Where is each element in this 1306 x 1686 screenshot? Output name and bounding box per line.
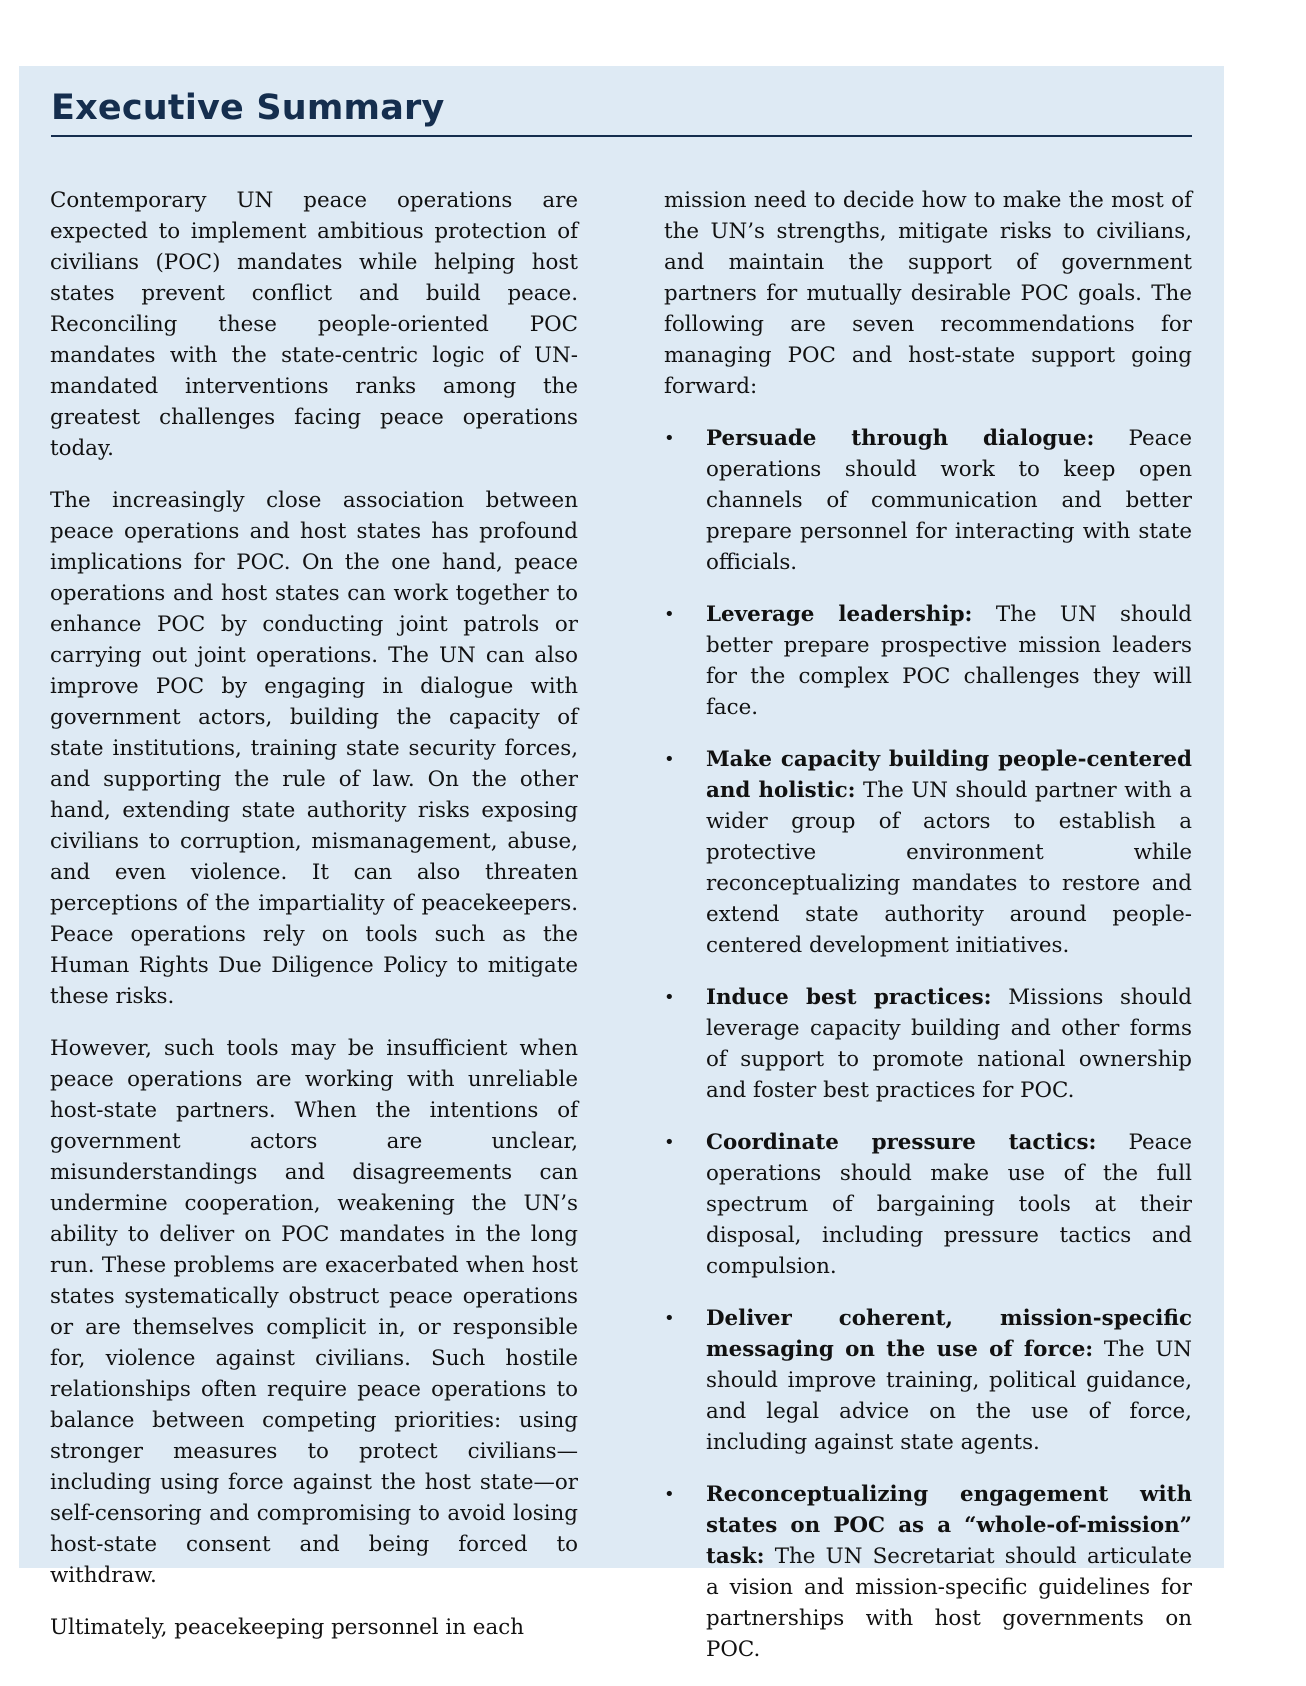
recommendation-item — [664, 982, 1192, 1106]
recommendations-list — [664, 423, 1192, 1665]
recommendation-text: Peace operations should work to keep open channels of communication and better prepare personnel for interacting with state officials. — [706, 426, 1192, 575]
title-divider — [51, 135, 1192, 137]
recommendation-item — [664, 1127, 1192, 1282]
bullet-icon: • — [664, 1484, 675, 1505]
body-paragraph: The increasingly close association between peace operations and host states has profound implications for POC. On the one hand, peace operations and host states can work together to enhance POC by conducting joint patrols or carrying out joint operations. The UN can also improve POC by engaging in dialogue with government actors, building the capacity of state institutions, training state security forces, and supporting the rule of law. On the other hand, extending state authority risks exposing civilians to corruption, mismanagement, abuse, and even violence. It can also threaten perceptions of the impartiality of peacekeepers. Peace operations rely on tools such as the Human Rights Due Diligence Policy to mitigate these risks. — [50, 488, 578, 1009]
recommendation-text: The UN should partner with a wider group of actors to establish a protective environment while reconceptualizing mandates to restore and extend state authority around people-centered development initiatives. — [706, 778, 1193, 958]
recommendation-item — [664, 1479, 1192, 1665]
recommendation-heading: Persuade through dialogue: — [706, 426, 1095, 451]
recommendation-item — [664, 599, 1192, 723]
recommendation-item — [664, 1303, 1192, 1458]
recommendation-text: The UN should better prepare prospective mission leaders for the complex POC challenges they will face. — [706, 602, 1192, 720]
body-paragraph: Ultimately, peacekeeping personnel in each — [50, 1615, 524, 1640]
recommendation-text: Missions should leverage capacity building and other forms of support to promote national ownership and foster best practices for POC. — [706, 985, 1192, 1103]
bullet-icon: • — [664, 428, 675, 449]
bullet-icon: • — [664, 987, 675, 1008]
body-paragraph: Contemporary UN peace operations are expected to implement ambitious protection of civilians (POC) mandates while helping host states prevent conflict and build peace. Reconciling these people-oriented POC mandates with the state-centric logic of UN-mandated interventions ranks among the greatest challenges facing peace operations today. — [50, 188, 578, 461]
bullet-icon: • — [664, 749, 675, 770]
recommendation-heading: Deliver coherent, mission-specific messaging on the use of force: — [706, 1306, 1192, 1362]
right-column — [664, 185, 1192, 1686]
summary-panel — [19, 66, 1224, 1662]
left-column — [50, 185, 578, 1643]
recommendation-heading: Leverage leadership: — [706, 602, 973, 627]
recommendation-text: The UN Secretariat should articulate a vision and mission-specific guidelines for partnerships with host governments on POC. — [706, 1544, 1192, 1662]
recommendation-heading: Reconceptualizing engagement with states on POC as a “whole-of-mission” task: — [706, 1482, 1192, 1569]
recommendation-heading: Make capacity building people-centered and holistic: — [706, 747, 1192, 803]
bullet-icon: • — [664, 1132, 675, 1153]
recommendation-item — [664, 744, 1192, 961]
body-paragraph: However, such tools may be insufficient when peace operations are working with unreliable host-state partners. When the intentions of government actors are unclear, misunderstandings and disagreements can undermine cooperation, weakening the UN’s ability to deliver on POC mandates in the long run. These problems are exacerbated when host states systematically obstruct peace operations or are themselves complicit in, or responsible for, violence against civilians. Such hostile relationships often require peace operations to balance between competing priorities: using stronger measures to protect civilians—including using force against the host state—or self-censoring and compromising to avoid losing host-state consent and being forced to withdraw. — [50, 1036, 578, 1588]
recommendation-text: The UN should improve training, political guidance, and legal advice on the use of force, including against state agents. — [706, 1337, 1192, 1455]
intro-paragraph: mission need to decide how to make the most of the UN’s strengths, mitigate risks to civilians, and maintain the support of government partners for mutually desirable POC goals. The following are seven recommendations for managing POC and host-state support going forward: — [664, 188, 1192, 399]
recommendation-heading: Induce best practices: — [706, 985, 992, 1010]
bullet-icon: • — [664, 604, 675, 625]
page-title: Executive Summary — [51, 88, 445, 128]
recommendation-heading: Coordinate pressure tactics: — [706, 1130, 1097, 1155]
recommendation-item — [664, 423, 1192, 578]
recommendation-text: Peace operations should make use of the full spectrum of bargaining tools at their disposal, including pressure tactics and compulsion. — [706, 1130, 1192, 1279]
bullet-icon: • — [664, 1308, 675, 1329]
